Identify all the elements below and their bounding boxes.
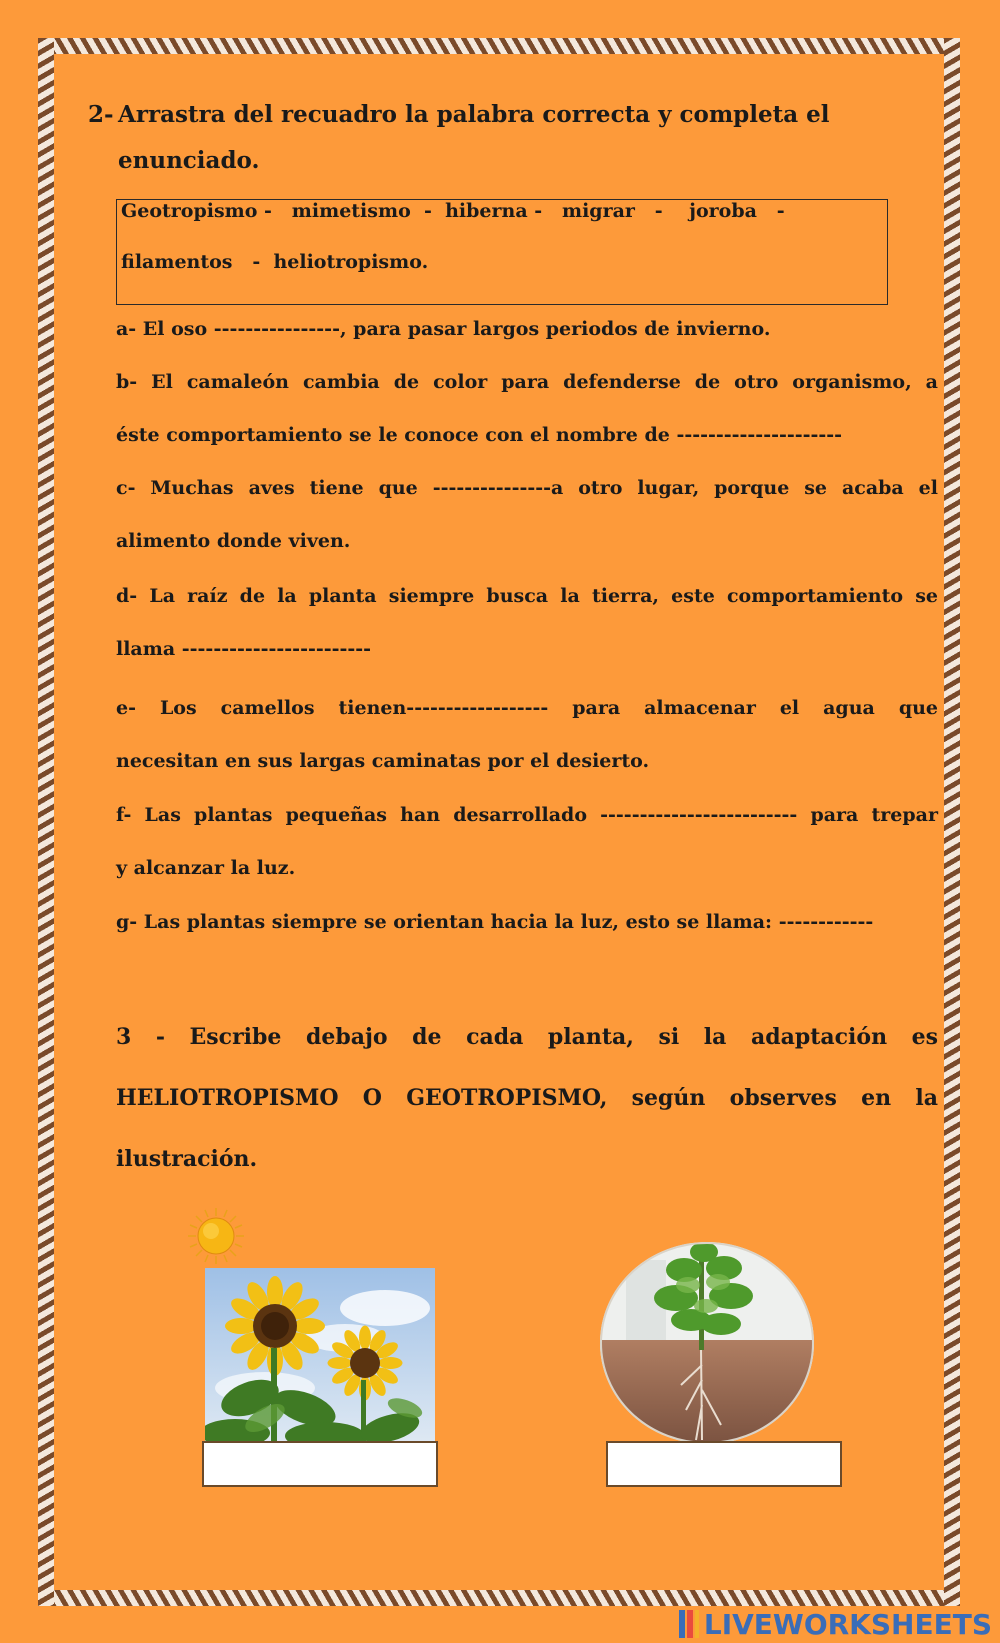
sentence-e-line-1: e- Los camellos tienen------------------ para almacenar el agua que bbox=[116, 697, 938, 719]
sentence-f-line-2: y alcanzar la luz. bbox=[116, 857, 296, 879]
sentence-d bbox=[116, 570, 938, 676]
sentence-c-line-1: c- Muchas aves tiene que ---------------a otro lugar, porque se acaba el bbox=[116, 477, 938, 499]
question-2-number: 2- bbox=[88, 101, 114, 128]
question-3-line-3: ilustración. bbox=[116, 1146, 258, 1172]
question-3 bbox=[116, 1007, 938, 1190]
sentence-e bbox=[116, 682, 938, 788]
watermark-text: LIVEWORKSHEETS bbox=[703, 1607, 992, 1641]
sentence-a-line-1: a- El oso ----------------, para pasar largos periodos de invierno. bbox=[116, 318, 771, 340]
word-bank bbox=[116, 199, 888, 305]
sentence-b-line-1: b- El camaleón cambia de color para defenderse de otro organismo, a bbox=[116, 371, 938, 393]
border-left bbox=[38, 38, 54, 1606]
border-top bbox=[38, 38, 960, 54]
sentence-f bbox=[116, 789, 938, 895]
sun-icon bbox=[186, 1206, 246, 1266]
sentence-e-line-2: necesitan en sus largas caminatas por el desierto. bbox=[116, 750, 650, 772]
sentence-b-line-2: éste comportamiento se le conoce con el nombre de --------------------- bbox=[116, 424, 843, 446]
word-bank-line-1[interactable]: Geotropismo - mimetismo - hiberna - migrar - joroba - bbox=[121, 200, 785, 222]
sunflower-image bbox=[205, 1268, 435, 1445]
sentence-c-line-2: alimento donde viven. bbox=[116, 530, 351, 552]
border-bottom bbox=[38, 1590, 960, 1606]
sentence-c bbox=[116, 462, 938, 568]
border-right bbox=[944, 38, 960, 1606]
sentence-b bbox=[116, 356, 938, 462]
answer-box-plant[interactable] bbox=[606, 1441, 842, 1487]
question-2-title bbox=[88, 92, 878, 184]
geotropism-plant-image bbox=[596, 1240, 818, 1446]
question-2-text: Arrastra del recuadro la palabra correcta y completa el enunciado. bbox=[118, 101, 830, 174]
question-3-line-1: 3 - Escribe debajo de cada planta, si la adaptación es bbox=[116, 1024, 938, 1050]
liveworksheets-watermark bbox=[678, 1608, 992, 1640]
sentence-d-line-2: llama ------------------------ bbox=[116, 638, 372, 660]
sentence-g bbox=[116, 896, 938, 949]
sentence-a bbox=[116, 303, 938, 356]
sentence-g-line-1: g- Las plantas siempre se orientan hacia la luz, esto se llama: ------------ bbox=[116, 911, 874, 933]
word-bank-line-2[interactable]: filamentos - heliotropismo. bbox=[121, 251, 429, 273]
liveworksheets-logo-icon bbox=[678, 1609, 700, 1639]
answer-box-sunflower[interactable] bbox=[202, 1441, 438, 1487]
sentence-f-line-1: f- Las plantas pequeñas han desarrollado ------------------------- para trepar bbox=[116, 804, 938, 826]
question-3-line-2: HELIOTROPISMO O GEOTROPISMO, según observes en la bbox=[116, 1085, 938, 1111]
sentence-d-line-1: d- La raíz de la planta siempre busca la tierra, este comportamiento se bbox=[116, 585, 938, 607]
